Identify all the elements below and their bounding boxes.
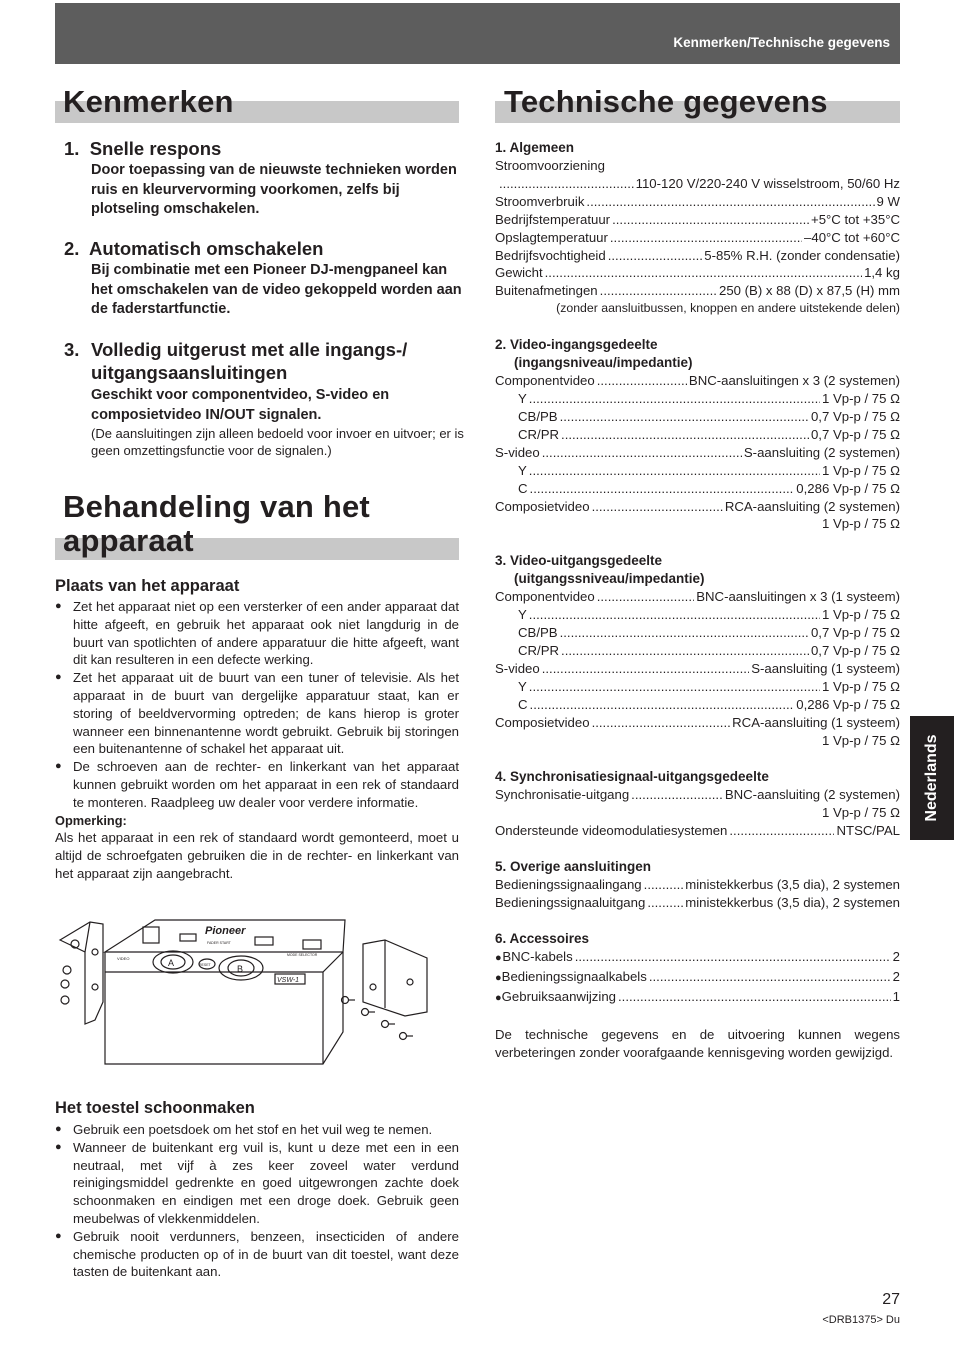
spec-section-title: 6. Accessoires [495, 931, 590, 946]
spec-section-title: 4. Synchronisatiesignaal-uitgangsgedeelte [495, 769, 769, 785]
specs-title: Technische gegevens [504, 84, 828, 119]
spec-value: 9 W [876, 193, 900, 209]
spec-value: 1,4 kg [864, 265, 900, 281]
feature-3 [64, 338, 464, 459]
spec-value: 1 Vp-p / 75 Ω [821, 462, 900, 478]
spec-label: Gebruiksaanwijzing [501, 988, 617, 1004]
spec-value: 2 [892, 949, 900, 964]
spec-label: CB/PB [518, 408, 558, 424]
feature-3-body: Geschikt voor componentvideo, S-video en composietvideo IN/OUT signalen. [91, 387, 390, 423]
illustration-label-reset: RESET [199, 963, 211, 967]
spec-label: Opslagtemperatuur [495, 229, 608, 245]
feature-3-title: Volledig uitgerust met alle ingangs-/ uitgangsaansluitingen [91, 339, 408, 383]
language-side-tab [910, 716, 954, 840]
cleaning-bullet: ● Wanneer de buitenkant erg vuil is, kunt u deze met een in een neutraal, met vijf à zes keer zoveel water verdund reinigingsmiddel gedrenkte en goed uitgewrongen zachte doek schoonmaken en eindigen met een droge doek. Gebruik geen meubelwas of vlekkenmiddelen. [55, 1139, 459, 1228]
spec-value: RCA-aansluiting (1 systeem) [732, 714, 900, 730]
spec-value: 0,286 Vp-p / 75 Ω [796, 696, 900, 712]
spec-label: Gewicht [495, 265, 543, 281]
spec-value: 0,286 Vp-p / 75 Ω [796, 480, 900, 496]
illustration-model: VSW-1 [277, 977, 300, 984]
feature-2-title: Automatisch omschakelen [89, 238, 324, 259]
page-number: 27 [882, 1291, 900, 1308]
spec-label: Stroomverbruik [495, 193, 585, 209]
switch-icon [303, 940, 321, 949]
spec-label: C [518, 696, 528, 712]
spec-value: 250 (B) x 88 (D) x 87,5 (H) mm [719, 283, 900, 299]
feature-1-title: Snelle respons [89, 138, 222, 159]
screw-icon [61, 996, 69, 1004]
spec-value: S-aansluiting (2 systemen) [743, 444, 900, 460]
spec-value: BNC-aansluitingen x 3 (1 systeem) [696, 589, 900, 605]
spec-value: 1 Vp-p / 75 Ω [821, 678, 900, 694]
unit-body [105, 952, 343, 1064]
spec-value: RCA-aansluiting (2 systemen) [724, 498, 900, 514]
spec-label: Componentvideo [495, 373, 595, 389]
spec-value: 110-120 V/220-240 V wisselstroom, 50/60 Hz [635, 175, 900, 191]
illustration-btn-a: A [168, 958, 175, 968]
spec-value: 1 Vp-p / 75 Ω [821, 607, 900, 623]
spec-label: CB/PB [518, 625, 558, 641]
placement-section [55, 598, 459, 883]
cleaning-bullet: ● Gebruik een poetsdoek om het stof en het vuil weg te nemen. [55, 1121, 459, 1139]
spec-label: Stroomvoorziening [495, 158, 605, 173]
bullet-icon: ● [495, 971, 502, 984]
placement-bullet: ● De schroeven aan de rechter- en linkerkant van het apparaat kunnen gebruikt worden om het apparaat in een rek of standaard te monteren. Raadpleeg uw dealer voor verdere informatie. [55, 758, 459, 811]
spec-label: Buitenafmetingen [495, 283, 598, 299]
feature-2-body: Bij combinatie met een Pioneer DJ-mengpaneel kan het omschakelen van de video gekoppeld worden aan de faderstartfunctie. [91, 262, 462, 317]
spec-label: Y [518, 391, 527, 407]
spec-label: C [518, 480, 528, 496]
spec-label: Composietvideo [495, 498, 590, 514]
spec-label: Y [518, 607, 527, 623]
illustration-label-fader: FADER START [207, 941, 231, 945]
spec-section-title: 3. Video-uitgangsgedeelte [495, 553, 663, 569]
spec-value: 1 Vp-p / 75 Ω [821, 391, 900, 407]
cleaning-bullet: ● Gebruik nooit verdunners, benzeen, insecticiden of andere chemische producten op of in de buurt van dit toestel, want deze tasten de buitenkant aan. [55, 1228, 459, 1281]
spec-value: 5-85% R.H. (zonder condensatie) [704, 247, 900, 263]
header-section-title: Kenmerken/Technische gegevens [673, 35, 890, 50]
placement-bullet: ● Zet het apparaat uit de buurt van een tuner of televisie. Als het apparaat in de buurt van dergelijke apparatuur staat, kan er storing of beeldvervorming optreden; de kans hierop is groter wanneer een binnenantenne wordt gebruikt. Gebruik bij storingen een buitenantenne of schakel het apparaat uit. [55, 669, 459, 758]
page-header-bar [55, 3, 900, 64]
spec-section-subtitle: (uitgangssniveau/impedantie) [514, 571, 705, 587]
spec-label: Componentvideo [495, 589, 595, 605]
feature-1 [64, 138, 464, 220]
left-bracket [60, 922, 103, 1024]
spec-value: 0,7 Vp-p / 75 Ω [810, 625, 900, 641]
spec-value: 1 Vp-p / 75 Ω [821, 732, 900, 748]
spec-value: +5°C tot +35°C [811, 211, 900, 227]
handling-title-line1: Behandeling van het [63, 489, 370, 524]
spec-value: ministekkerbus (3,5 dia), 2 systemen [685, 877, 900, 893]
illustration-brand: Pioneer [205, 925, 246, 937]
language-side-tab-label: Nederlands [923, 734, 940, 822]
display-window [143, 927, 159, 943]
illustration-label-video: VIDEO [117, 956, 130, 961]
spec-value: 0,7 Vp-p / 75 Ω [810, 408, 900, 424]
spec-label: Synchronisatie-uitgang [495, 787, 630, 803]
spec-section-title: 2. Video-ingangsgedeelte [495, 337, 658, 353]
spec-value: S-aansluiting (1 systeem) [751, 660, 900, 676]
screw-icon [61, 980, 69, 988]
switch-icon [180, 934, 196, 941]
spec-label: CR/PR [518, 643, 560, 659]
placement-bullet: ● Zet het apparaat niet op een versterker of een ander apparaat dat hitte afgeeft, en gebruik het apparaat ook niet langdurig in de buurt van spotlichten of andere apparatuur die hitte afgeeft, want dit kan resulteren in een defecte werking. [55, 598, 459, 669]
screw-icon [362, 1009, 369, 1016]
spec-value: BNC-aansluiting (2 systemen) [724, 787, 900, 803]
feature-2-num: 2. [64, 238, 80, 259]
spec-value: 0,7 Vp-p / 75 Ω [810, 643, 900, 659]
spec-label: S-video [495, 444, 540, 460]
illustration-label-mode: MODE SELECTOR [287, 953, 318, 957]
spec-label: BNC-kabels [502, 949, 573, 964]
feature-3-note: (De aansluitingen zijn alleen bedoeld voor invoer en uitvoer; er is geen omzettingsfunctie voor de signalen.) [91, 426, 464, 458]
spec-label: Y [518, 678, 527, 694]
spec-label: Ondersteunde videomodulatiesystemen [495, 823, 728, 839]
feature-1-num: 1. [64, 138, 80, 159]
specs-disclaimer: De technische gegevens en de uitvoering kunnen wegens verbeteringen zonder voorafgaande kennisgeving worden gewijzigd. [495, 1026, 900, 1060]
spec-value: 2 [892, 968, 900, 984]
spec-label: Bedrijfsvochtigheid [495, 247, 606, 263]
screw-icon [63, 966, 71, 974]
bullet-icon: ● [495, 991, 502, 1004]
spec-value: 1 Vp-p / 75 Ω [821, 805, 900, 821]
spec-section-subtitle: (ingangsniveau/impedantie) [514, 355, 693, 371]
feature-1-body: Door toepassing van de nieuwste technieken worden ruis en kleurvervorming voorkomen, zelfs bij plotseling omschakelen. [91, 162, 457, 217]
screw-icon [400, 1033, 407, 1040]
spec-label: CR/PR [518, 426, 560, 442]
note-text: Als het apparaat in een rek of standaard wordt gemonteerd, moet u altijd de schroefgaten gebruiken die in de rechter- en linkerkant van het apparaat zijn aangebracht. [55, 830, 459, 881]
switch-icon [255, 937, 273, 945]
spec-label: Bedieningssignaalkabels [501, 968, 647, 984]
feature-3-num: 3. [64, 339, 80, 360]
spec-label: Y [518, 462, 527, 478]
doc-code: <DRB1375> Du [822, 1314, 900, 1326]
placement-title: Plaats van het apparaat [55, 577, 240, 595]
feature-2 [64, 238, 464, 320]
spec-value: BNC-aansluitingen x 3 (2 systemen) [688, 373, 900, 389]
spec-value: 0,7 Vp-p / 75 Ω [810, 426, 900, 442]
kenmerken-title: Kenmerken [63, 84, 234, 119]
handling-title-line2: apparaat [63, 523, 194, 558]
right-bracket [363, 940, 427, 1016]
illustration-btn-b: B [237, 964, 244, 974]
spec-value: ministekkerbus (3,5 dia), 2 systemen [685, 895, 900, 911]
cleaning-section [55, 1121, 459, 1281]
rack-mount-illustration [55, 912, 459, 1074]
spec-label: Composietvideo [495, 714, 590, 730]
spec-section-title: 1. Algemeen [495, 140, 575, 155]
specs-list [495, 139, 900, 1062]
spec-value: NTSC/PAL [836, 823, 900, 839]
spec-label: S-video [495, 660, 540, 676]
spec-section-title: 5. Overige aansluitingen [495, 859, 652, 875]
spec-value: 1 Vp-p / 75 Ω [821, 516, 900, 532]
cleaning-title: Het toestel schoonmaken [55, 1099, 255, 1117]
spec-label: Bedieningssignaaluitgang [495, 895, 646, 911]
spec-value: 1 [892, 988, 900, 1004]
spec-label: Bedrijfstemperatuur [495, 211, 611, 227]
bullet-icon: ● [495, 952, 502, 964]
note-label: Opmerking: [55, 812, 127, 828]
spec-label: Bedieningssignaalingang [495, 877, 642, 893]
spec-value: –40°C tot +60°C [804, 229, 900, 245]
screw-icon [382, 1021, 389, 1028]
handling-title [63, 490, 370, 558]
spec-note: (zonder aansluitbussen, knoppen en andere uitstekende delen) [556, 301, 900, 316]
